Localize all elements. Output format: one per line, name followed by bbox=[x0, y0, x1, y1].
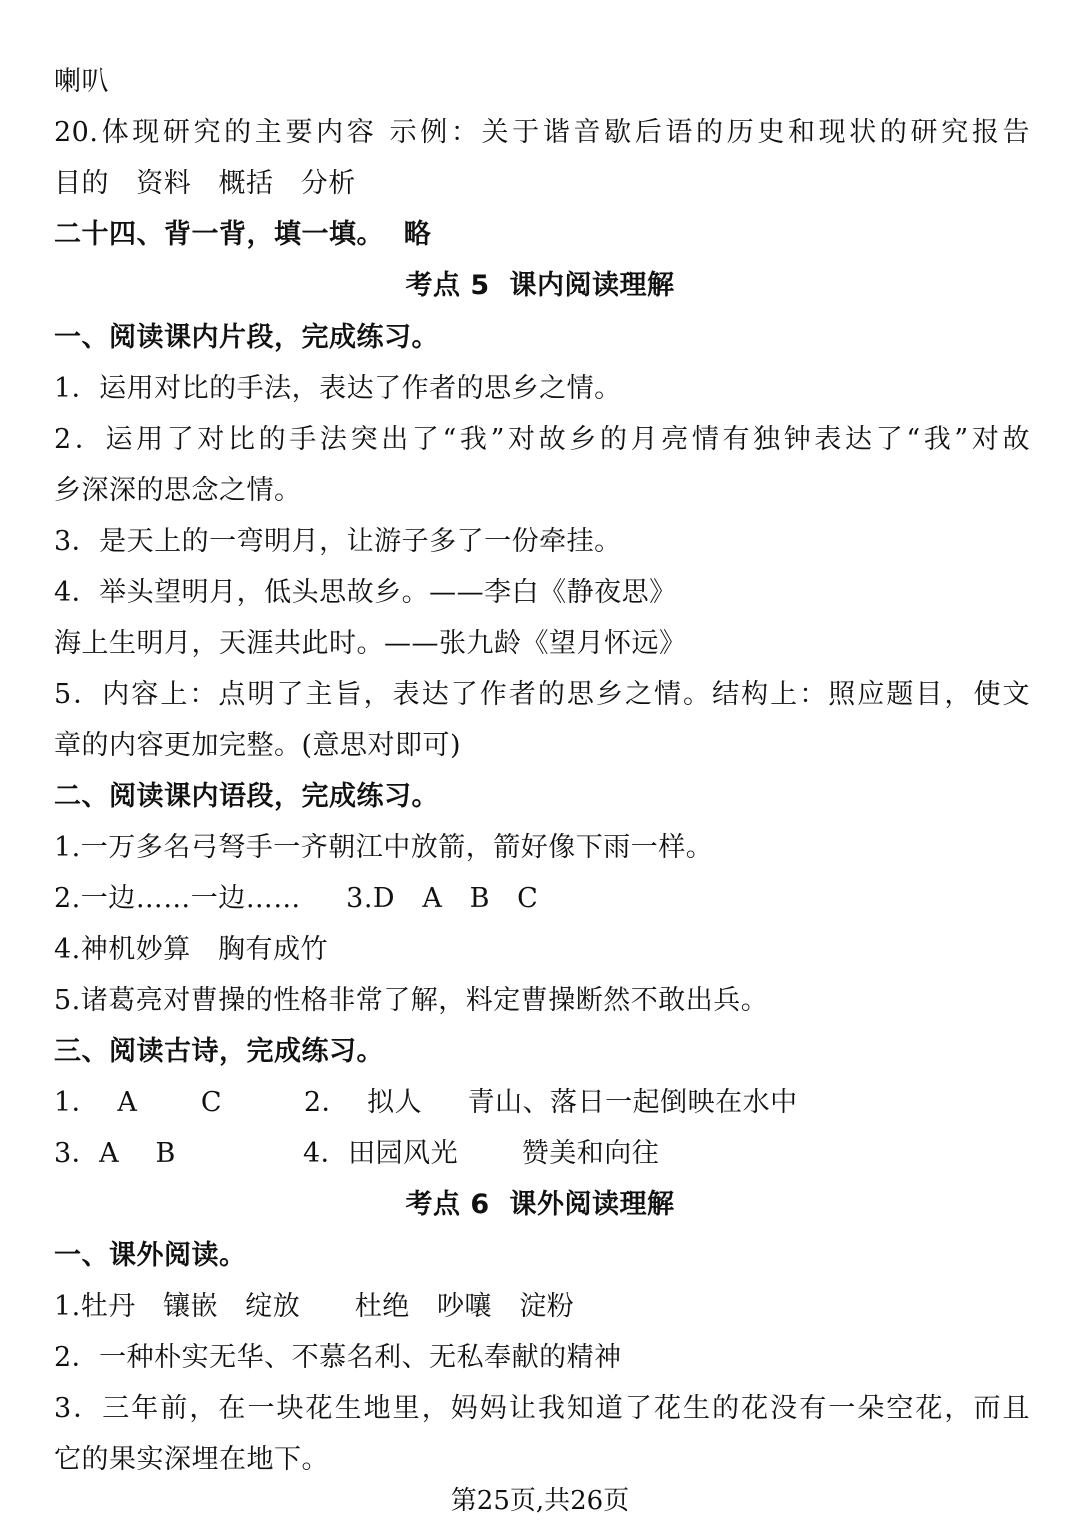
answer-line-5: 5．内容上：点明了主旨，表达了作者的思乡之情。结构上：照应题目，使文 bbox=[54, 679, 1030, 710]
answer-line-ex-3-continued: 它的果实深埋在地下。 bbox=[54, 1444, 329, 1475]
answer-line-p2-1: 1.一万多名弓弩手一齐朝江中放箭，箭好像下雨一样。 bbox=[54, 832, 714, 863]
topic-heading-5: 考点 5 课内阅读理解 bbox=[405, 270, 675, 301]
answer-line-poem-3-4: 3．A B 4．田园风光 赞美和向往 bbox=[54, 1138, 660, 1169]
answer-line-p2-2-3: 2.一边……一边…… 3.D A B C bbox=[54, 883, 539, 914]
answer-line-ex-2: 2．一种朴实无华、不慕名利、无私奉献的精神 bbox=[54, 1342, 622, 1373]
answer-line-ex-3: 3．三年前，在一块花生地里，妈妈让我知道了花生的花没有一朵空花，而且 bbox=[54, 1393, 1030, 1424]
page-number-footer: 第25页,共26页 bbox=[450, 1486, 630, 1516]
answer-line-20: 20.体现研究的主要内容 示例：关于谐音歇后语的历史和现状的研究报告 bbox=[54, 117, 1030, 148]
section-heading-reading-passage: 二、阅读课内语段，完成练习。 bbox=[54, 781, 439, 812]
answer-line-2-continued: 乡深深的思念之情。 bbox=[54, 475, 302, 506]
topic-heading-6: 考点 6 课外阅读理解 bbox=[405, 1189, 675, 1220]
answer-line-2: 2．运用了对比的手法突出了“我”对故乡的月亮情有独钟表达了“我”对故 bbox=[54, 424, 1030, 455]
section-heading-extracurricular: 一、课外阅读。 bbox=[54, 1240, 247, 1271]
answer-line-4-continued: 海上生明月，天涯共此时。——张九龄《望月怀远》 bbox=[54, 628, 687, 659]
answer-line-20-continued: 目的 资料 概括 分析 bbox=[54, 168, 356, 199]
answer-line-ex-1: 1.牡丹 镶嵌 绽放 杜绝 吵嚷 淀粉 bbox=[54, 1291, 575, 1322]
answer-line-horn: 喇叭 bbox=[54, 66, 109, 97]
section-heading-ancient-poem: 三、阅读古诗，完成练习。 bbox=[54, 1036, 384, 1067]
answer-line-poem-1-2: 1． A C 2． 拟人 青山、落日一起倒映在水中 bbox=[54, 1087, 798, 1118]
answer-line-p2-5: 5.诸葛亮对曹操的性格非常了解，料定曹操断然不敢出兵。 bbox=[54, 985, 769, 1016]
answer-line-5-continued: 章的内容更加完整。(意思对即可) bbox=[54, 730, 462, 761]
answer-line-3: 3．是天上的一弯明月，让游子多了一份牵挂。 bbox=[54, 526, 622, 557]
answer-line-p2-4: 4.神机妙算 胸有成竹 bbox=[54, 934, 329, 965]
section-heading-24: 二十四、背一背，填一填。 略 bbox=[54, 219, 432, 250]
answer-line-4: 4．举头望明月，低头思故乡。——李白《静夜思》 bbox=[54, 577, 677, 608]
section-heading-reading-excerpt: 一、阅读课内片段，完成练习。 bbox=[54, 322, 439, 353]
answer-line-1: 1．运用对比的手法，表达了作者的思乡之情。 bbox=[54, 373, 622, 404]
